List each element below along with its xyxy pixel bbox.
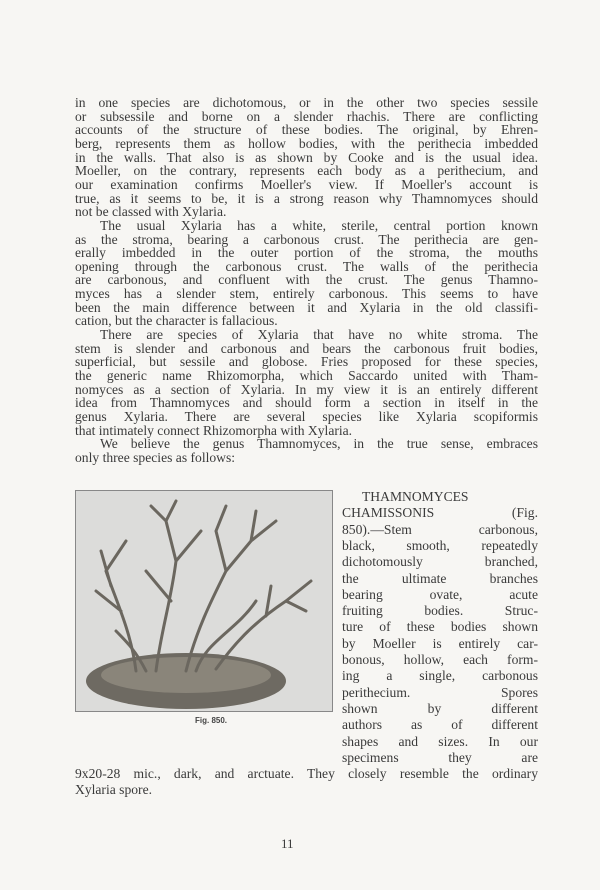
text-line: opening through the carbonous crust. The walls of the perithecia: [75, 258, 538, 274]
text-line: Xylaria spore.: [75, 782, 153, 797]
species-line: ture of these bodies shown: [342, 619, 538, 635]
species-line: bonous, hollow, each form-: [342, 652, 538, 667]
species-line: dichotomously branched,: [342, 554, 538, 570]
text-line: erally imbedded in the outer portion of the stroma, the mouths: [75, 245, 538, 261]
figure-caption: Fig. 850.: [195, 716, 228, 725]
text-line: idea from Thamnomyces and should form a section in itself in the: [75, 395, 538, 411]
text-line: nomyces as a section of Xylaria. In my view it is an entirely different: [75, 381, 538, 397]
text-line: berg, represents them as hollow bodies, with the perithecia imbedded: [75, 135, 538, 151]
text-line: cation, but the character is fallacious.: [75, 313, 278, 329]
species-line: the ultimate branches: [342, 570, 538, 586]
text-line: Moeller, on the contrary, represents each body as a perithecium, and: [75, 163, 538, 179]
text-line: superficial, but sessile and globose. Fries proposed for these species,: [75, 354, 538, 370]
text-line: true, as it seems to be, it is a strong reason why Thamnomyces should: [75, 190, 538, 206]
species-line: by Moeller is entirely car-: [342, 635, 538, 651]
species-line: fruiting bodies. Struc-: [342, 603, 538, 619]
text-line: myces has a slender stem, entirely carbonous. This seems to have: [75, 286, 538, 302]
text-line: The usual Xylaria has a white, sterile, central portion known: [100, 217, 538, 233]
species-line: 850).—Stem carbonous,: [342, 521, 538, 537]
species-line: CHAMISSONIS (Fig.: [342, 505, 538, 521]
text-line: the generic name Rhizomorpha, which Saccardo united with Tham-: [75, 368, 538, 383]
species-line: shown by different: [342, 700, 538, 716]
text-line: in one species are dichotomous, or in the other two species sessile: [75, 95, 538, 110]
text-line: or subsessile and borne on a slender rhachis. There are conflicting: [75, 108, 538, 124]
species-line: specimens they are: [342, 749, 538, 765]
figure-850-photo: [75, 490, 333, 712]
text-line: that intimately connect Rhizomorpha with Xylaria.: [75, 422, 353, 438]
species-line: perithecium. Spores: [342, 684, 538, 700]
page-number: 11: [281, 836, 294, 851]
species-line: authors as of different: [342, 717, 538, 733]
text-line: not be classed with Xylaria.: [75, 204, 227, 220]
species-line: bearing ovate, acute: [342, 586, 538, 602]
species-line: ing a single, carbonous: [342, 668, 538, 684]
species-line: black, smooth, repeatedly: [342, 537, 538, 553]
text-line: been the main difference between it and Xylaria in the old classifi-: [75, 299, 538, 315]
text-line: accounts of the structure of these bodies. The original, by Ehren-: [75, 122, 538, 138]
text-line: genus Xylaria. There are several species like Xylaria scopiformis: [75, 408, 538, 424]
text-line: our examination confirms Moeller's view. If Moeller's account is: [75, 176, 538, 192]
species-line: shapes and sizes. In our: [342, 733, 538, 749]
text-line: stem is slender and carbonous and bears the carbonous fruit bodies,: [75, 340, 538, 356]
species-line: THAMNOMYCES: [362, 489, 469, 504]
text-line: There are species of Xylaria that have no white stroma. The: [100, 327, 538, 343]
text-line: We believe the genus Thamnomyces, in the true sense, embraces: [100, 436, 538, 452]
text-line: in the walls. That also is as shown by Cooke and is the usual idea.: [75, 149, 538, 165]
text-line: as the stroma, bearing a carbonous crust. The perithecia are gen-: [75, 231, 538, 247]
text-line: only three species as follows:: [75, 449, 236, 465]
text-line: are carbonous, and confluent with the crust. The genus Thamno-: [75, 272, 538, 288]
text-line: 9x20-28 mic., dark, and arctuate. They closely resemble the ordinary: [75, 766, 538, 781]
